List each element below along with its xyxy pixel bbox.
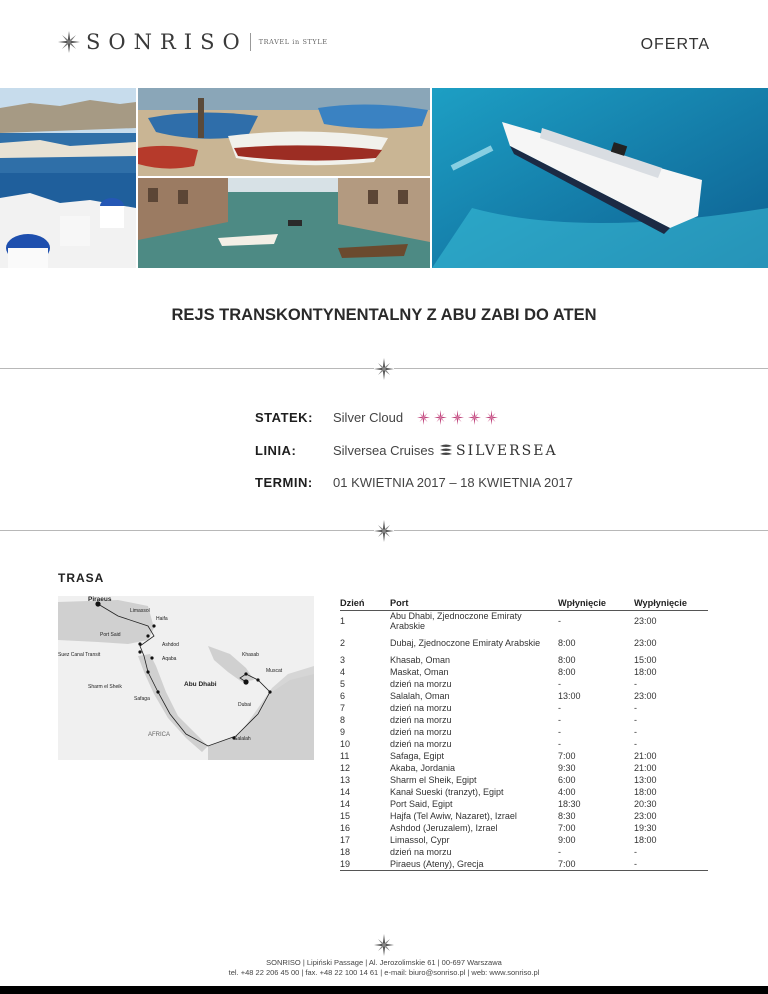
- map-label-africa: AFRICA: [148, 732, 171, 738]
- cell-departure: 15:00: [634, 655, 657, 665]
- cell-port: dzień na morzu: [390, 679, 452, 689]
- route-map: [58, 596, 314, 760]
- map-label-abu-dhabi: Abu Dhabi: [184, 681, 217, 688]
- bottom-bar: [0, 986, 768, 994]
- cell-day: 13: [340, 775, 351, 785]
- map-label-khasab: Khasab: [242, 652, 259, 658]
- cell-port: Hajfa (Tel Awiw, Nazaret), Izrael: [390, 811, 517, 821]
- cell-departure: -: [634, 679, 637, 689]
- cruise-ship-photo: [432, 88, 768, 268]
- table-row: [340, 666, 708, 678]
- compass-star-icon: [451, 410, 464, 425]
- cell-day: 14: [340, 799, 351, 809]
- cell-port: Piraeus (Ateny), Grecja: [390, 858, 558, 870]
- header-day: Dzień: [340, 596, 390, 610]
- header-port: Port: [390, 596, 558, 610]
- cell-arrival: 13:00: [558, 691, 581, 701]
- section-divider: [0, 354, 768, 384]
- cell-arrival: 8:30: [558, 811, 576, 821]
- silversea-mark-icon: [439, 444, 453, 456]
- cell-departure: 23:00: [634, 811, 657, 821]
- cell-port: Salalah, Oman: [390, 691, 450, 701]
- compass-star-icon: [468, 410, 481, 425]
- cell-departure: 23:00: [634, 616, 657, 627]
- divider-line: [0, 368, 374, 369]
- compass-star-icon: [58, 31, 80, 53]
- cell-departure: -: [634, 858, 708, 870]
- cell-port: dzień na morzu: [390, 703, 452, 713]
- table-row: [340, 846, 708, 858]
- cell-day: 4: [340, 667, 346, 677]
- route-map-svg: [58, 596, 314, 760]
- compass-star-icon: [417, 410, 430, 425]
- footer-address: SONRISO | Lipiński Passage | Al. Jerozolimskie 61 | 00-697 Warszawa: [266, 958, 502, 967]
- cell-arrival: -: [558, 616, 561, 627]
- cell-departure: 18:00: [634, 787, 657, 797]
- brand-name: SONRISO: [86, 30, 248, 54]
- cell-port: Kanał Sueski (tranzyt), Egipt: [390, 787, 504, 797]
- cell-port: dzień na morzu: [390, 739, 452, 749]
- ship-value: Silver Cloud: [333, 410, 404, 425]
- cell-arrival: 8:00: [558, 655, 576, 665]
- table-row: [340, 632, 708, 654]
- cell-day: 3: [340, 655, 346, 665]
- cell-arrival: 8:00: [558, 667, 576, 677]
- sonriso-logo: [58, 30, 328, 54]
- cell-day: 5: [340, 679, 346, 689]
- brand-tagline: TRAVEL in STYLE: [258, 38, 328, 46]
- table-row: [340, 738, 708, 750]
- map-label-aqaba: Aqaba: [162, 656, 177, 662]
- info-row-line: [255, 443, 655, 461]
- santorini-photo: [0, 88, 136, 268]
- cell-port: Safaga, Egipt: [390, 751, 445, 761]
- table-row: [340, 610, 708, 632]
- divider-line: [394, 530, 768, 531]
- cell-day: 18: [340, 847, 351, 857]
- table-row: [340, 822, 708, 834]
- cell-departure: 13:00: [634, 775, 657, 785]
- cell-arrival: 18:30: [558, 799, 581, 809]
- cell-departure: 21:00: [634, 763, 657, 773]
- cell-departure: 23:00: [634, 691, 657, 701]
- header-arrival: Wpłynięcie: [558, 596, 634, 610]
- cell-day: 1: [340, 616, 346, 627]
- map-label-safaga: Safaga: [134, 696, 150, 702]
- cell-day: 16: [340, 823, 351, 833]
- cell-port: dzień na morzu: [390, 847, 452, 857]
- cell-arrival: 4:00: [558, 787, 576, 797]
- table-row: [340, 702, 708, 714]
- table-row: [340, 714, 708, 726]
- table-row: [340, 726, 708, 738]
- map-label-suez: Suez Canal Transit: [58, 652, 101, 658]
- silversea-logo: [439, 443, 558, 459]
- info-row-ship: [255, 410, 655, 428]
- venice-canal-photo: [138, 178, 430, 268]
- footer-contact: tel. +48 22 206 45 00 | fax. +48 22 100 14 61 | e-mail: biuro@sonriso.pl | web: www.sonriso.pl: [228, 968, 540, 977]
- map-label-salalah: Salalah: [234, 736, 251, 742]
- footer-divider: [0, 930, 768, 960]
- star-rating: [417, 410, 502, 425]
- map-label-port-said: Port Said: [100, 632, 121, 638]
- cell-day: 7: [340, 703, 346, 713]
- compass-star-icon: [485, 410, 498, 425]
- cell-arrival: 9:30: [558, 763, 576, 773]
- compass-star-icon: [374, 358, 394, 380]
- table-row: [340, 834, 708, 846]
- cell-day: 15: [340, 811, 351, 821]
- cell-arrival: -: [558, 739, 561, 749]
- table-header-row: [340, 596, 708, 610]
- table-row: [340, 690, 708, 702]
- cell-day: 19: [340, 858, 390, 870]
- cell-departure: -: [634, 739, 637, 749]
- dates-label: TERMIN:: [255, 475, 313, 490]
- cell-departure: 18:00: [634, 667, 657, 677]
- cell-port: Limassol, Cypr: [390, 835, 450, 845]
- cell-departure: -: [634, 847, 637, 857]
- logo-divider: [250, 33, 251, 51]
- table-row: [340, 762, 708, 774]
- silversea-logo-text: SILVERSEA: [456, 443, 558, 459]
- compass-star-icon: [374, 520, 394, 542]
- map-label-dubai: Dubai: [238, 702, 252, 708]
- map-label-piraeus: Piraeus: [88, 596, 112, 603]
- dates-value: 01 KWIETNIA 2017 – 18 KWIETNIA 2017: [333, 475, 573, 490]
- cell-arrival: 7:00: [558, 823, 576, 833]
- cell-arrival: -: [558, 847, 561, 857]
- cruise-line-value: Silversea Cruises: [333, 443, 435, 458]
- cell-port: Ashdod (Jeruzalem), Izrael: [390, 823, 498, 833]
- compass-star-icon: [374, 934, 394, 956]
- cell-day: 10: [340, 739, 351, 749]
- table-row: [340, 786, 708, 798]
- cell-arrival: -: [558, 679, 561, 689]
- cell-arrival: -: [558, 715, 561, 725]
- page-title: REJS TRANSKONTYNENTALNY Z ABU ZABI DO ATEN: [171, 306, 597, 324]
- cell-day: 2: [340, 638, 346, 648]
- divider-line: [0, 530, 374, 531]
- map-label-haifa: Haifa: [156, 616, 168, 622]
- cell-port: Maskat, Oman: [390, 667, 449, 677]
- page-header: [0, 0, 768, 90]
- cell-arrival: -: [558, 703, 561, 713]
- cell-day: 14: [340, 787, 351, 797]
- cell-arrival: 8:00: [558, 638, 576, 648]
- cell-day: 11: [340, 751, 350, 761]
- cell-arrival: 7:00: [558, 858, 634, 870]
- cell-day: 8: [340, 715, 346, 725]
- table-row: [340, 750, 708, 762]
- cell-departure: 20:30: [634, 799, 657, 809]
- map-label-limassol: Limassol: [130, 608, 150, 614]
- cell-departure: -: [634, 727, 637, 737]
- cell-port: Sharm el Sheik, Egipt: [390, 775, 477, 785]
- cell-departure: 19:30: [634, 823, 657, 833]
- ship-label: STATEK:: [255, 410, 313, 425]
- map-label-sharm: Sharm el Sheik: [88, 684, 122, 690]
- table-row: [340, 858, 708, 870]
- boats-beach-photo: [138, 88, 430, 176]
- photo-collage: [0, 88, 768, 268]
- section-divider: [0, 516, 768, 546]
- cell-day: 17: [340, 835, 351, 845]
- cell-arrival: 9:00: [558, 835, 576, 845]
- cell-arrival: 6:00: [558, 775, 576, 785]
- cell-port: Khasab, Oman: [390, 655, 451, 665]
- route-heading: TRASA: [58, 571, 105, 585]
- header-departure: Wypłynięcie: [634, 596, 708, 610]
- divider-line: [394, 368, 768, 369]
- itinerary-table: [340, 596, 708, 871]
- cell-port: dzień na morzu: [390, 715, 452, 725]
- cell-day: 9: [340, 727, 346, 737]
- cruise-line-label: LINIA:: [255, 443, 297, 458]
- map-label-muscat: Muscat: [266, 668, 283, 674]
- cell-departure: 23:00: [634, 638, 657, 648]
- cell-port: Port Said, Egipt: [390, 799, 453, 809]
- cell-port: Abu Dhabi, Zjednoczone Emiraty Arabskie: [390, 611, 522, 632]
- cell-departure: 18:00: [634, 835, 657, 845]
- cell-arrival: 7:00: [558, 751, 576, 761]
- info-row-dates: [255, 475, 655, 493]
- map-label-ashdod: Ashdod: [162, 642, 179, 648]
- cell-departure: 21:00: [634, 751, 657, 761]
- offer-label: OFERTA: [640, 36, 710, 53]
- table-row: [340, 810, 708, 822]
- cell-day: 6: [340, 691, 346, 701]
- cell-day: 12: [340, 763, 351, 773]
- table-row: [340, 798, 708, 810]
- cell-port: Akaba, Jordania: [390, 763, 456, 773]
- table-row: [340, 678, 708, 690]
- cell-arrival: -: [558, 727, 561, 737]
- cell-departure: -: [634, 715, 637, 725]
- cell-departure: -: [634, 703, 637, 713]
- table-row: [340, 654, 708, 666]
- table-row: [340, 774, 708, 786]
- compass-star-icon: [434, 410, 447, 425]
- cell-port: Dubaj, Zjednoczone Emiraty Arabskie: [390, 638, 541, 648]
- cell-port: dzień na morzu: [390, 727, 452, 737]
